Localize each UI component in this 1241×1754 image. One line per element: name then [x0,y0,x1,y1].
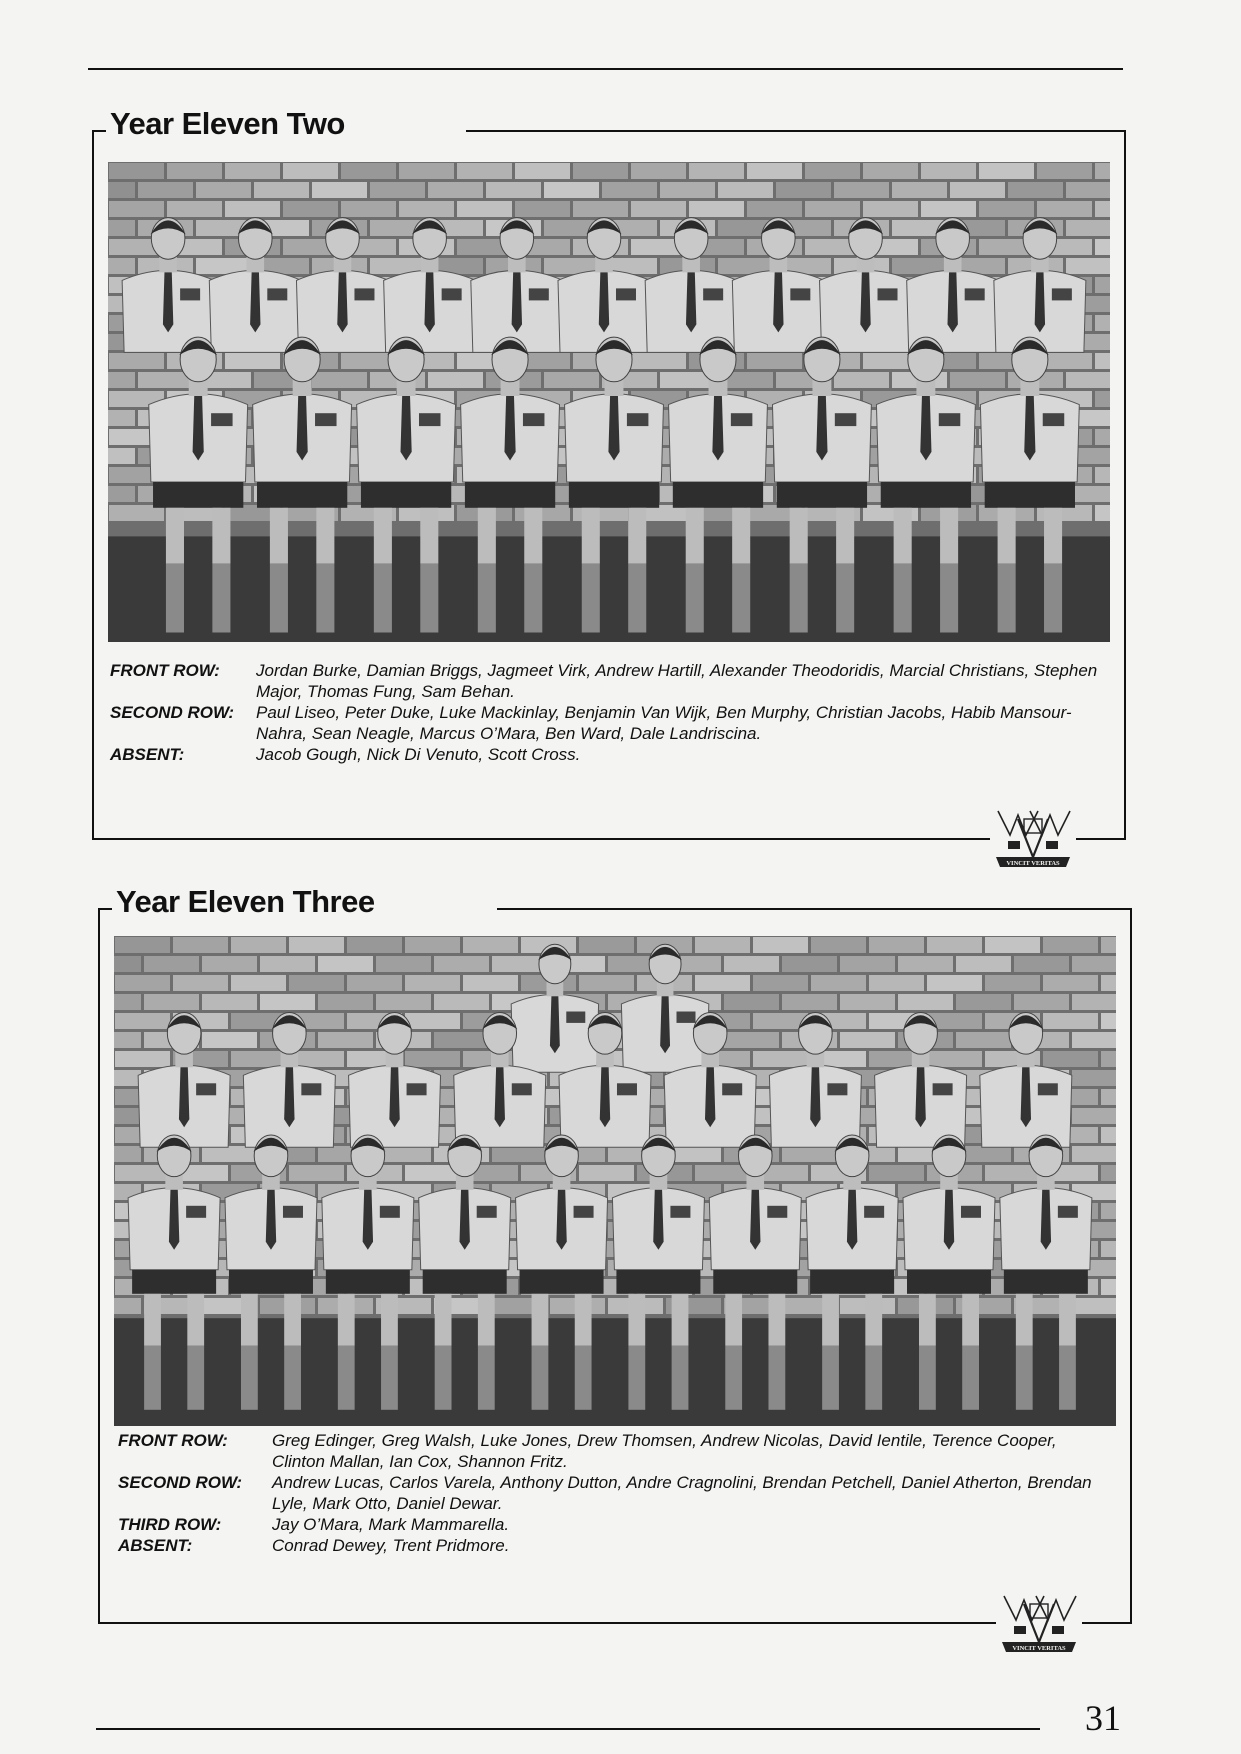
section-title: Year Eleven Two [108,104,351,144]
page-number: 31 [1085,1698,1121,1738]
caption-row-second [110,702,1100,744]
row-label: THIRD ROW: [118,1515,222,1534]
row-names: Greg Edinger, Greg Walsh, Luke Jones, Drew Thomsen, Andrew Nicolas, David Ientile, Terence Cooper, Clinton Mallan, Ian Cox, Shannon Fritz. [272,1431,1057,1471]
row-names: Paul Liseo, Peter Duke, Luke Mackinlay, Benjamin Van Wijk, Ben Murphy, Christian Jacobs, Habib Mansour-Nahra, Sean Neagle, Marcus O’Mara, Ben Ward, Dale Landriscina. [256,703,1072,743]
caption-row-third [118,1514,1112,1535]
crest-logo [990,805,1076,875]
caption-row-absent [118,1535,1112,1556]
crest-logo [996,1590,1082,1660]
row-names: Jordan Burke, Damian Briggs, Jagmeet Virk, Andrew Hartill, Alexander Theodoridis, Marcial Christians, Stephen Major, Thomas Fung, Sam Behan. [256,661,1098,701]
row-label: ABSENT: [110,745,185,764]
caption-row-second [118,1472,1112,1514]
row-names: Jacob Gough, Nick Di Venuto, Scott Cross. [256,745,581,764]
caption-row-absent [110,744,1100,765]
section-year-eleven-three [98,884,1132,1624]
row-names: Conrad Dewey, Trent Pridmore. [272,1536,510,1555]
row-label: FRONT ROW: [110,661,220,680]
caption [110,660,1100,765]
caption [118,1430,1112,1556]
row-label: ABSENT: [118,1536,193,1555]
bottom-rule [96,1728,1040,1730]
caption-row-front [118,1430,1112,1472]
row-names: Jay O’Mara, Mark Mammarella. [272,1515,510,1534]
crest-motto: VINCIT VERITAS [1006,860,1060,867]
section-title: Year Eleven Three [114,882,381,922]
row-label: SECOND ROW: [110,703,235,722]
class-photo [108,162,1110,642]
row-label: SECOND ROW: [118,1473,243,1492]
class-photo [114,936,1116,1426]
row-label: FRONT ROW: [118,1431,228,1450]
top-rule [88,68,1123,70]
crest-motto: VINCIT VERITAS [1012,1645,1066,1652]
section-year-eleven-two [92,106,1126,840]
row-names: Andrew Lucas, Carlos Varela, Anthony Dutton, Andre Cragnolini, Brendan Petchell, Daniel Atherton, Brendan Lyle, Mark Otto, Daniel Dewar. [272,1473,1092,1513]
caption-row-front [110,660,1100,702]
